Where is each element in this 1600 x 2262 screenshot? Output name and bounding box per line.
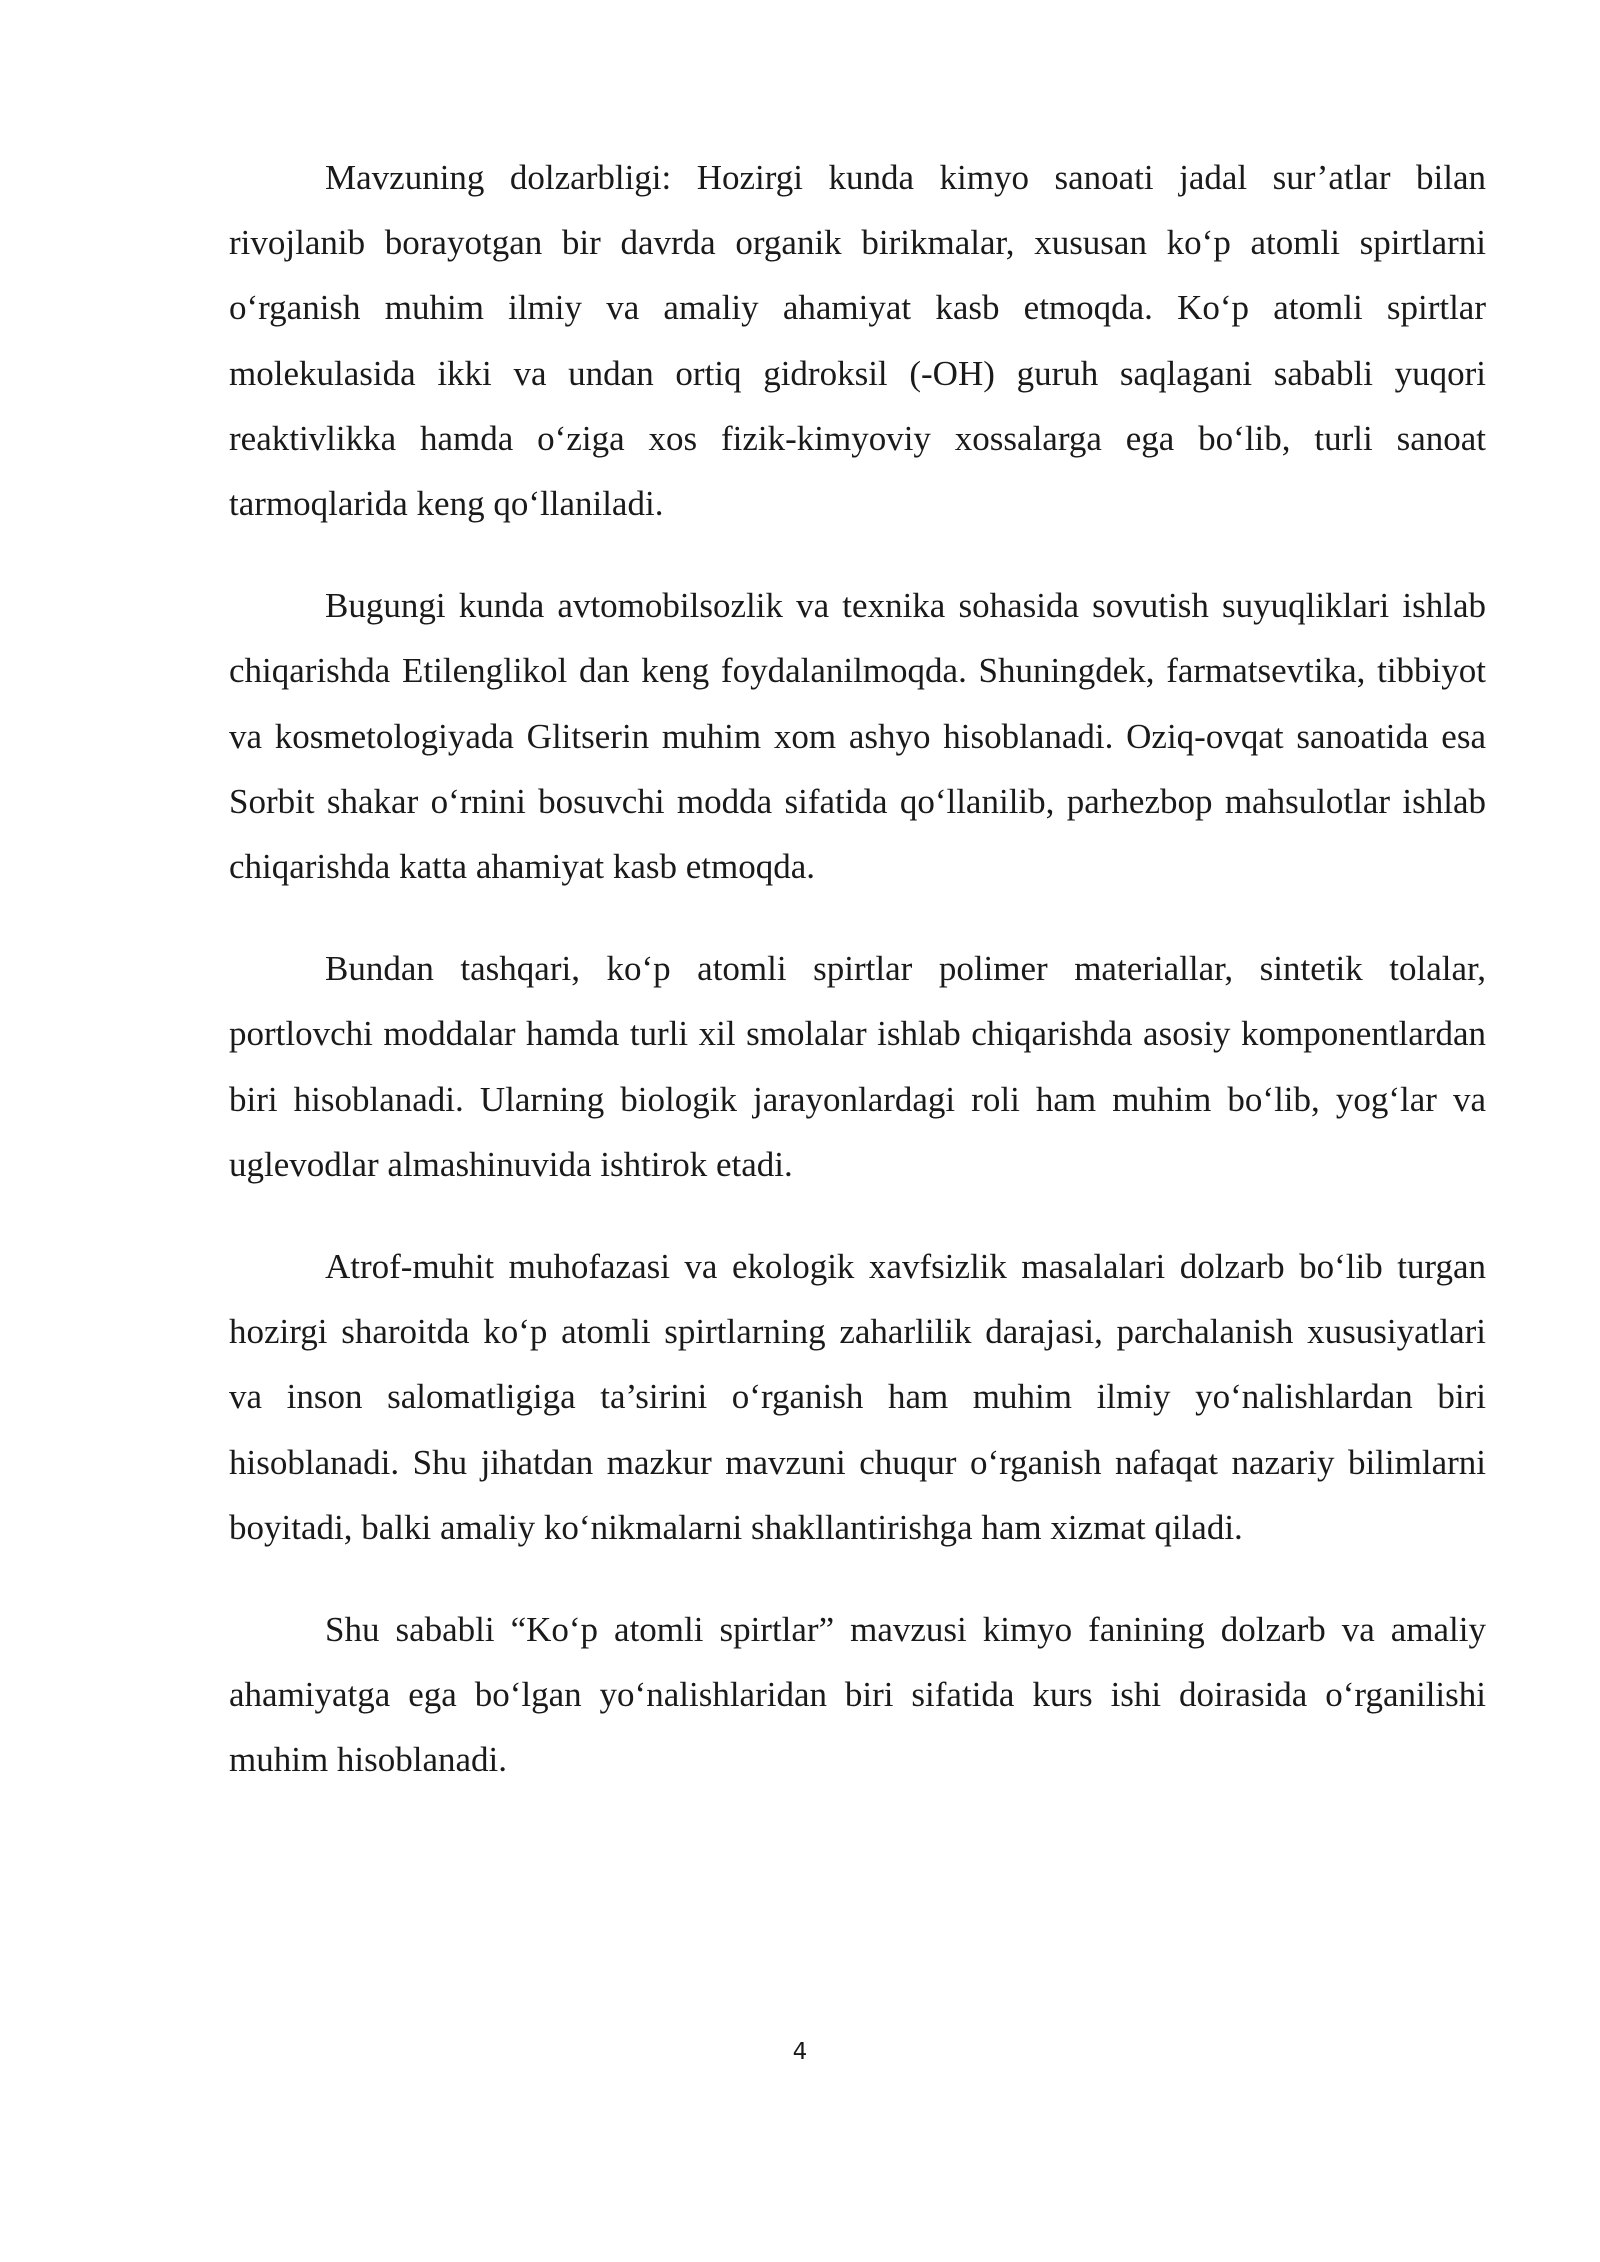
- paragraph-industrial-uses: Bundan tashqari, ko‘p atomli spirtlar polimer materiallar, sintetik tolalar, portlovchi moddalar hamda turli xil smolalar ishlab chiqarishda asosiy komponentlardan biri hisoblanadi. Ularning biologik jarayonlardagi roli ham muhim bo‘lib, yog‘lar va uglevodlar almashinuvida ishtirok etadi.: [229, 949, 1486, 1184]
- paragraph-applications: Bugungi kunda avtomobilsozlik va texnika sohasida sovutish suyuqliklari ishlab chiqarishda Etilenglikol dan keng foydalanilmoqda. Shuningdek, farmatsevtika, tibbiyot va kosmetologiyada Glitserin muhim xom ashyo hisoblanadi. Oziq-ovqat sanoatida esa Sorbit shakar o‘rnini bosuvchi modda sifatida qo‘llanilib, parhezbop mahsulotlar ishlab chiqarishda katta ahamiyat kasb etmoqda.: [229, 586, 1486, 887]
- paragraph-environment: Atrof-muhit muhofazasi va ekologik xavfsizlik masalalari dolzarb bo‘lib turgan hozirgi sharoitda ko‘p atomli spirtlarning zaharlilik darajasi, parchalanish xususiyatlari va inson salomatligiga ta’sirini o‘rganish ham muhim ilmiy yo‘nalishlardan biri hisoblanadi. Shu jihatdan mazkur mavzuni chuqur o‘rganish nafaqat nazariy bilimlarni boyitadi, balki amaliy ko‘nikmalarni shakllantirishga ham xizmat qiladi.: [229, 1247, 1486, 1547]
- page-number: 4: [792, 2039, 808, 2065]
- body-text: [229, 145, 1486, 1793]
- paragraph-relevance: Mavzuning dolzarbligi: Hozirgi kunda kimyo sanoati jadal sur’atlar bilan rivojlanib borayotgan bir davrda organik birikmalar, xususan ko‘p atomli spirtlarni o‘rganish muhim ilmiy va amaliy ahamiyat kasb etmoqda. Ko‘p atomli spirtlar molekulasida ikki va undan ortiq gidroksil (-OH) guruh saqlagani sababli yuqori reaktivlikka hamda o‘ziga xos fizik-kimyoviy xossalarga ega bo‘lib, turli sanoat tarmoqlarida keng qo‘llaniladi.: [229, 158, 1486, 524]
- paragraph-conclusion: Shu sababli “Ko‘p atomli spirtlar” mavzusi kimyo fanining dolzarb va amaliy ahamiyatga ega bo‘lgan yo‘nalishlaridan biri sifatida kurs ishi doirasida o‘rganilishi muhim hisoblanadi.: [229, 1610, 1486, 1780]
